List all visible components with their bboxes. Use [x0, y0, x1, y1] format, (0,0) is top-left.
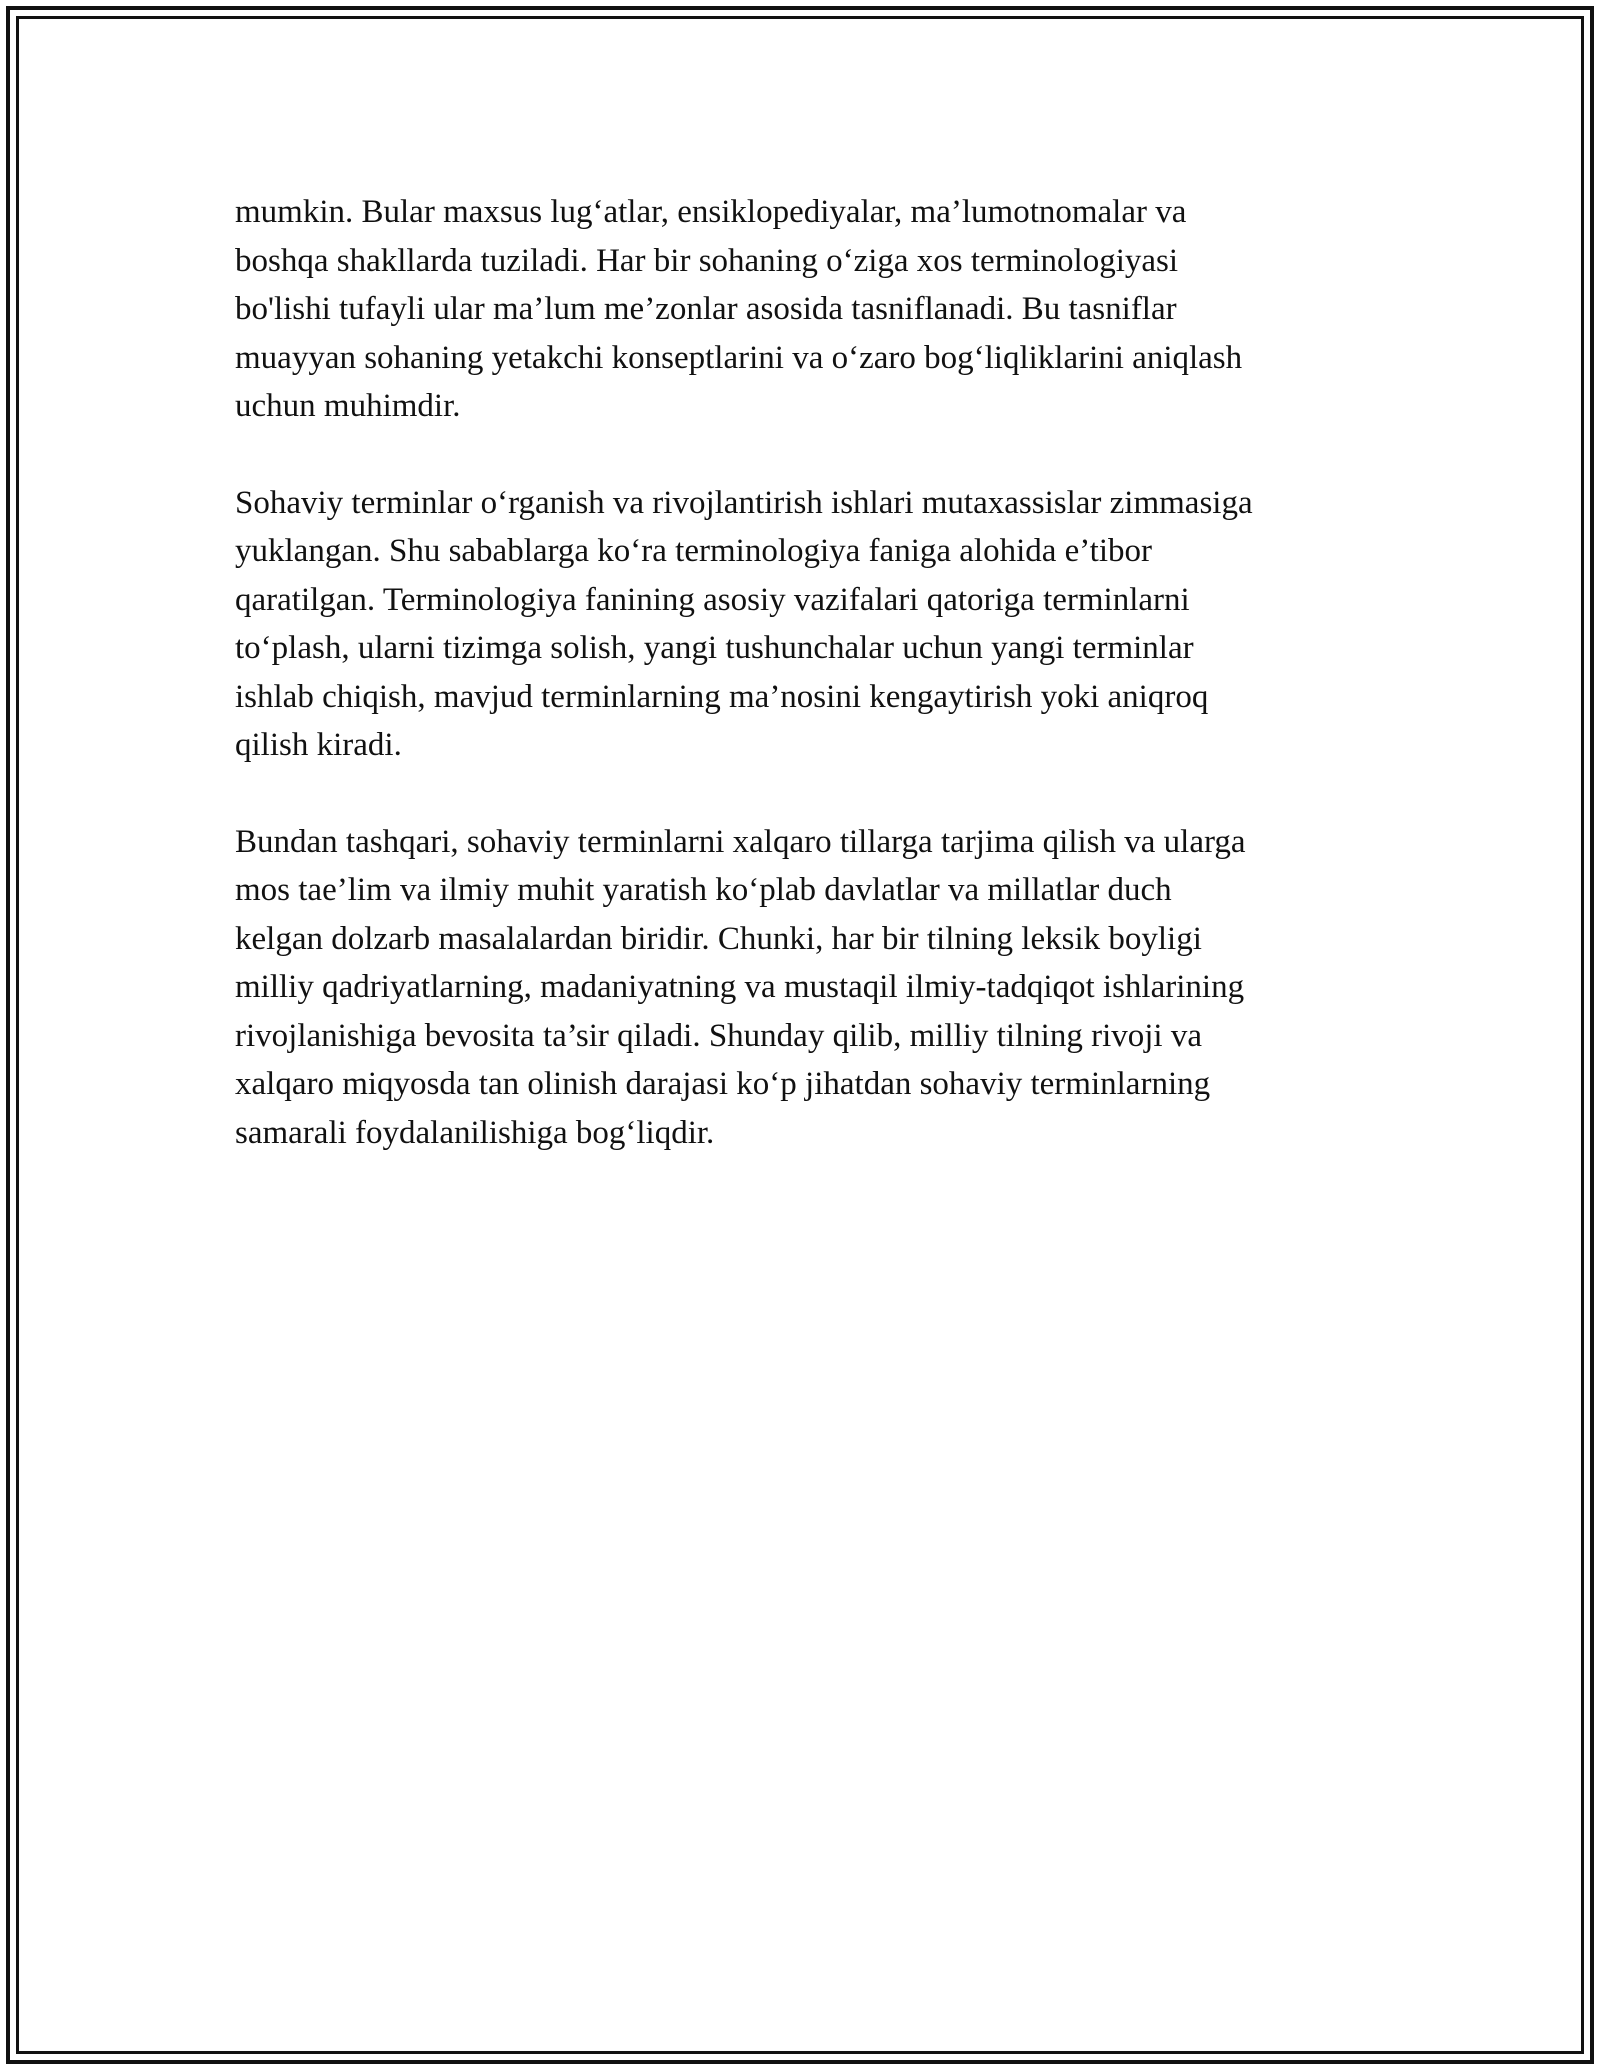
paragraph-3: Bundan tashqari, sohaviy terminlarni xalqaro tillarga tarjima qilish va ularga mos tae’lim va ilmiy muhit yaratish ko‘plab davlatlar va millatlar duch kelgan dolzarb masalalardan biridir. Chunki, har bir tilning leksik boyligi milliy qadriyatlarning, madaniyatning va mustaqil ilmiy-tadqiqot ishlarining rivojlanishiga bevosita ta’sir qiladi. Shunday qilib, milliy tilning rivoji va xalqaro miqyosda tan olinish darajasi ko‘p jihatdan sohaviy terminlarning samarali foydalanilishiga bog‘liqdir. — [235, 823, 1246, 1151]
document-body — [235, 188, 1385, 1205]
paragraph-2: Sohaviy terminlar o‘rganish va rivojlantirish ishlari mutaxassislar zimmasiga yuklangan. Shu sabablarga ko‘ra terminologiya faniga alohida e’tibor qaratilgan. Terminologiya fanining asosiy vazifalari qatoriga terminlarni to‘plash, ularni tizimga solish, yangi tushunchalar uchun yangi terminlar ishlab chiqish, mavjud terminlarning ma’nosini kengaytirish yoki aniqroq qilish kiradi. — [235, 484, 1253, 763]
paragraph-1: mumkin. Bular maxsus lug‘atlar, ensiklopediyalar, ma’lumotnomalar va boshqa shakllarda tuziladi. Har bir sohaning o‘ziga xos terminologiyasi bo'lishi tufayli ular ma’lum me’zonlar asosida tasniflanadi. Bu tasniflar muayyan sohaning yetakchi konseptlarini va o‘zaro bog‘liqliklarini aniqlash uchun muhimdir. — [235, 194, 1243, 424]
